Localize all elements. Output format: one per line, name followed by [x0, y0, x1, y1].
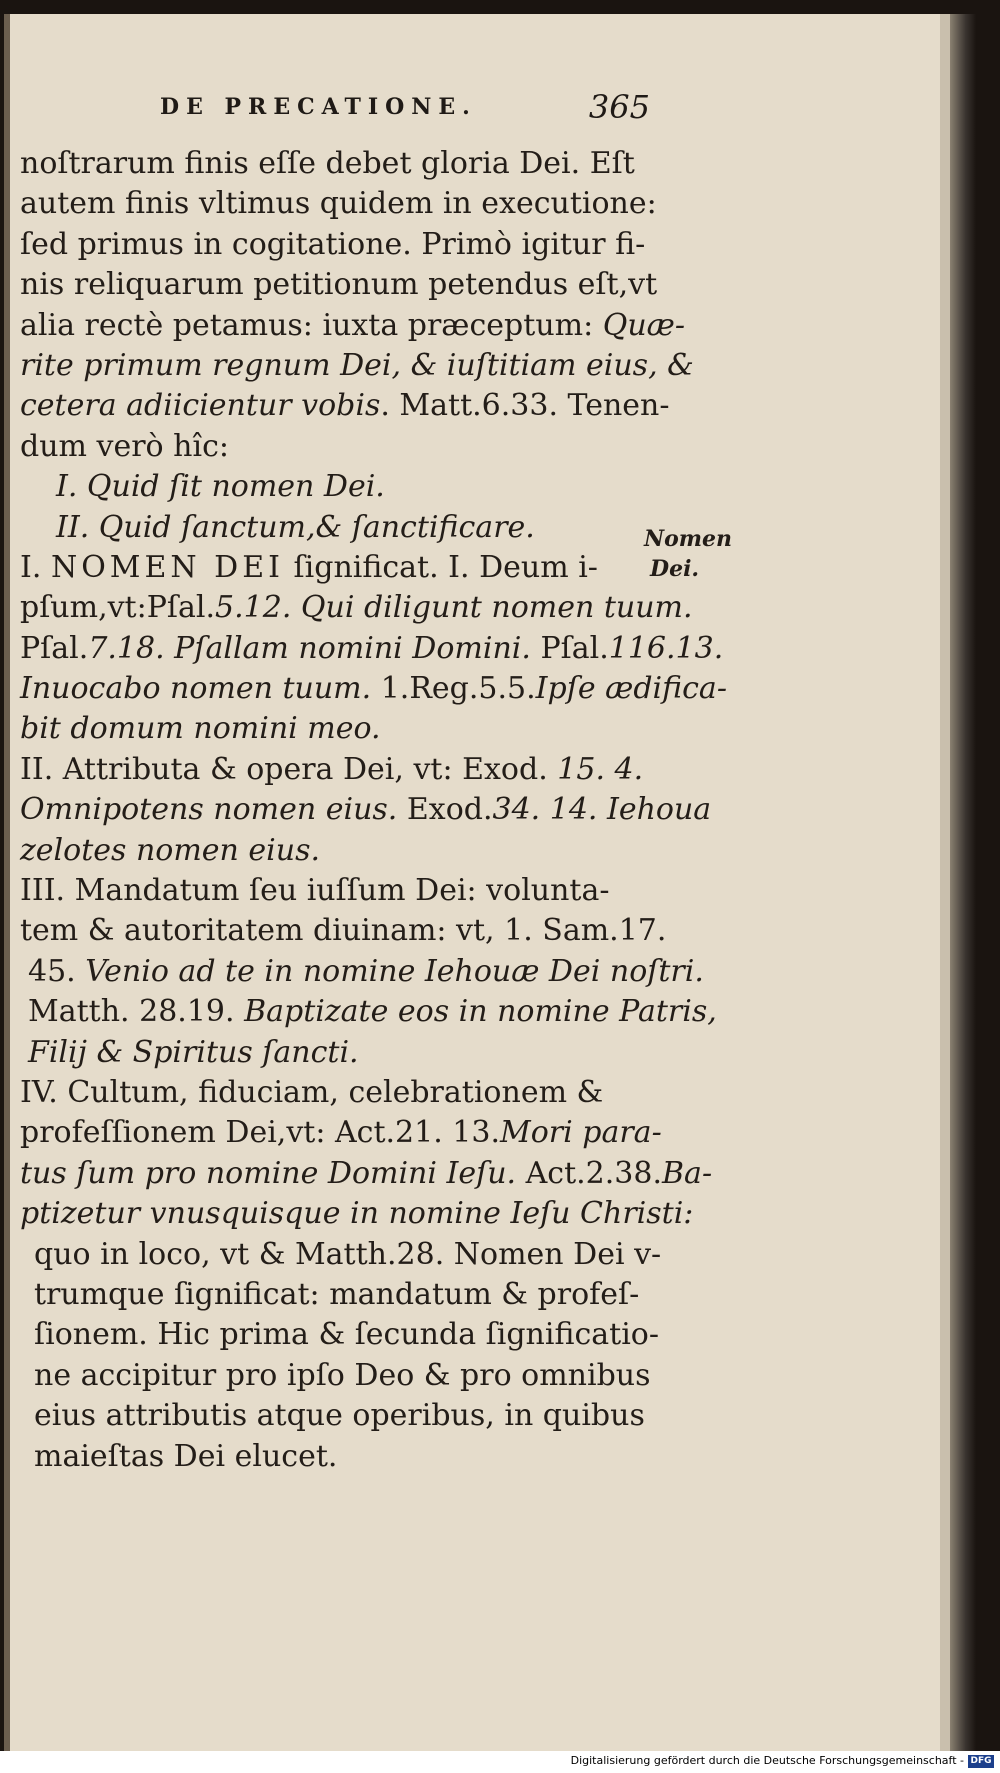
text-line	[20, 386, 670, 426]
running-header	[160, 88, 650, 134]
text-line	[20, 911, 667, 951]
italic-span: cetera adiicientur vobis	[20, 388, 381, 424]
text-line	[20, 1356, 651, 1396]
text-line	[20, 871, 640, 911]
text-line	[20, 669, 727, 709]
roman-span: Pſal.	[20, 630, 89, 666]
text-line	[20, 1113, 662, 1153]
italic-span: bit domum nomini meo.	[20, 711, 381, 747]
text-line	[20, 790, 712, 830]
italic-span: II. Quid ſanctum,& ſanctificare.	[56, 509, 535, 545]
page-number: 365	[588, 88, 650, 126]
roman-span: II. Attributa & opera Dei, vt: Exod.	[20, 751, 558, 787]
roman-span: Pſal.	[530, 630, 609, 666]
text-line	[20, 1073, 640, 1113]
roman-span: Act.2.38.	[516, 1155, 663, 1191]
text-line	[20, 1275, 640, 1315]
italic-span: 7.18. Pſallam nomini Domini.	[88, 630, 531, 666]
roman-span: quo in loco, vt & Matth.28. Nomen Dei v-	[34, 1236, 662, 1272]
roman-span: ſionem. Hic prima & ſecunda ſignificatio-	[34, 1317, 659, 1353]
roman-span: I.	[20, 549, 51, 585]
text-line	[20, 225, 646, 265]
italic-span: I. Quid ſit nomen Dei.	[56, 469, 385, 505]
italic-span: tus ſum pro nomine Domini Ieſu.	[20, 1155, 517, 1191]
italic-span: ptizetur vnusquisque in nomine Ieſu Christi:	[20, 1196, 694, 1232]
roman-span: maieſtas Dei elucet.	[34, 1438, 338, 1474]
italic-span: Inuocabo nomen tuum.	[20, 671, 372, 707]
italic-span: rite primum regnum Dei, & iuſtitiam eius, &	[20, 347, 694, 383]
roman-span: 1.Reg.5.5.	[371, 671, 536, 707]
text-line	[20, 709, 640, 749]
roman-span: III. Mandatum ſeu iuſſum Dei: volunta-	[20, 873, 610, 909]
roman-span: Matth. 28.19.	[28, 994, 245, 1030]
funding-credit: Digitalisierung gefördert durch die Deutsche Forschungsgemeinschaft -	[570, 1754, 964, 1767]
text-line	[20, 992, 717, 1032]
italic-span: 15. 4.	[557, 751, 644, 787]
roman-span: eius attributis atque operibus, in quibus	[34, 1398, 645, 1434]
text-line	[20, 1396, 645, 1436]
italic-span: Ba-	[662, 1155, 713, 1191]
roman-span: Exod.	[397, 792, 493, 828]
text-line	[20, 952, 704, 992]
roman-span: dum verò hîc:	[20, 428, 229, 464]
text-line	[20, 508, 640, 548]
text-line	[20, 306, 685, 346]
text-line	[20, 467, 640, 507]
roman-span: ne accipitur pro ipſo Deo & pro omnibus	[34, 1357, 651, 1393]
roman-span: ſignificat. I. Deum i-	[284, 549, 598, 585]
roman-span: 45.	[28, 953, 86, 989]
text-line	[20, 1154, 713, 1194]
text-line	[20, 588, 693, 628]
italic-span: Filij & Spiritus ſancti.	[28, 1034, 359, 1070]
italic-span: Venio ad te in nomine Iehouæ Dei noſtri.	[85, 953, 704, 989]
text-line	[20, 144, 640, 184]
page-edge-shadow	[950, 14, 976, 1751]
marginal-note-line: Nomen	[644, 526, 733, 552]
italic-span: Quæ-	[602, 307, 685, 343]
text-line	[20, 1437, 640, 1477]
roman-span: pſum,vt:Pſal.	[20, 590, 216, 626]
text-line	[20, 1315, 659, 1355]
roman-span: autem finis vltimus quidem in executione:	[20, 186, 657, 222]
roman-span: alia rectè petamus: iuxta præceptum:	[20, 307, 603, 343]
text-line	[20, 831, 640, 871]
small-caps-span: NOMEN DEI	[50, 549, 284, 585]
italic-span: Ipſe ædifica-	[535, 671, 727, 707]
digitization-footer	[0, 1751, 1000, 1773]
marginal-note	[644, 524, 734, 584]
roman-span: tem & autoritatem diuinam: vt, 1. Sam.17.	[20, 913, 667, 949]
marginal-note-line: Dei.	[650, 556, 700, 582]
roman-span: ſed primus in cogitatione. Primò igitur fi-	[20, 226, 646, 262]
italic-span: Omnipotens nomen eius.	[20, 792, 398, 828]
text-line	[20, 184, 657, 224]
italic-span: 34. 14. Iehoua	[492, 792, 712, 828]
body-text	[20, 144, 727, 1477]
text-line	[20, 750, 644, 790]
text-line	[20, 1235, 662, 1275]
roman-span: noſtrarum finis eſſe debet gloria Dei. Eſt	[20, 146, 635, 181]
italic-span: 5.12. Qui diligunt nomen tuum.	[215, 590, 693, 626]
text-line	[20, 427, 640, 467]
roman-span: IV. Cultum, fiduciam, celebrationem &	[20, 1074, 604, 1110]
italic-span: Mori para-	[500, 1115, 662, 1151]
italic-span: zelotes nomen eius.	[20, 832, 320, 868]
italic-span: Baptizate eos in nomine Patris,	[244, 994, 717, 1030]
roman-span: trumque ſignificat: mandatum & profeſ-	[34, 1276, 640, 1312]
text-line	[20, 1033, 640, 1073]
text-line	[20, 265, 658, 305]
italic-span: 116.13.	[608, 630, 724, 666]
dfg-logo: DFG	[968, 1755, 994, 1768]
text-line	[20, 1194, 694, 1234]
roman-span: profeſſionem Dei,vt: Act.21. 13.	[20, 1115, 500, 1151]
text-line	[20, 629, 724, 669]
roman-span: nis reliquarum petitionum petendus eſt,vt	[20, 267, 658, 303]
running-title: DE PRECATIONE.	[160, 94, 477, 120]
roman-span: . Matt.6.33. Tenen-	[380, 388, 670, 424]
text-line	[20, 346, 694, 386]
text-line	[20, 548, 640, 588]
